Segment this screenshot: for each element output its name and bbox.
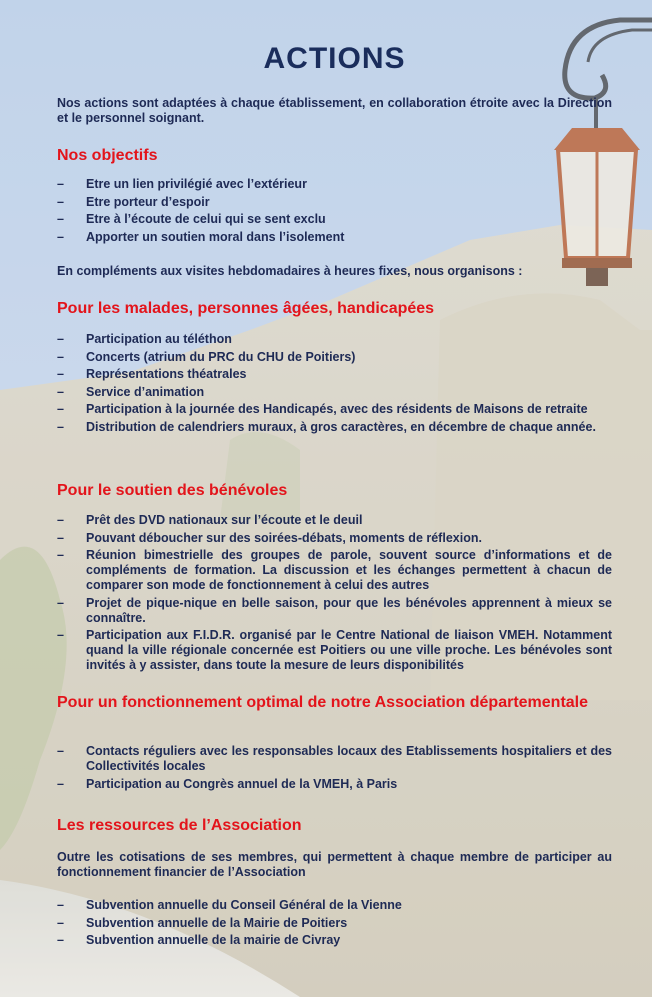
- list-item: – Participation au Congrès annuel de la VMEH, à Paris: [57, 777, 612, 792]
- list-item: – Service d’animation: [57, 385, 612, 400]
- list-item: – Participation au téléthon: [57, 332, 612, 347]
- list-item: – Représentations théatrales: [57, 367, 612, 382]
- list-item: – Prêt des DVD nationaux sur l’écoute et le deuil: [57, 513, 612, 528]
- list-objectifs: [57, 177, 612, 247]
- list-item: – Subvention annuelle de la Mairie de Poitiers: [57, 916, 612, 931]
- list-item: – Pouvant déboucher sur des soirées-débats, moments de réflexion.: [57, 531, 612, 546]
- list-item: – Participation aux F.I.D.R. organisé par le Centre National de liaison VMEH. Notamment quand la ville régionale concernée est Poitiers ou une ville proche. Les bénévoles sont invités à y assister, dans toute la mesure de leurs disponibilités: [57, 628, 612, 673]
- section-heading-malades: Pour les malades, personnes âgées, handicapées: [57, 300, 435, 317]
- list-item: – Subvention annuelle de la mairie de Civray: [57, 933, 612, 948]
- list-item: – Participation à la journée des Handicapés, avec des résidents de Maisons de retraite: [57, 402, 612, 417]
- section-heading-fonctionnement: Pour un fonctionnement optimal de notre Association départementale: [57, 694, 589, 711]
- list-item: – Etre un lien privilégié avec l’extérieur: [57, 177, 612, 192]
- list-benevoles: [57, 513, 612, 676]
- list-item: – Contacts réguliers avec les responsables locaux des Etablissements hospitaliers et des Collectivités locales: [57, 744, 612, 774]
- page-title: ACTIONS: [263, 42, 406, 75]
- organise-paragraph: En compléments aux visites hebdomadaires à heures fixes, nous organisons :: [57, 264, 523, 278]
- section-heading-benevoles: Pour le soutien des bénévoles: [57, 482, 288, 499]
- list-item: – Distribution de calendriers muraux, à gros caractères, en décembre de chaque année.: [57, 420, 612, 435]
- list-item: – Apporter un soutien moral dans l’isolement: [57, 230, 612, 245]
- ressources-intro: Outre les cotisations de ses membres, qui permettent à chaque membre de participer au fonctionnement financier de l’Association: [57, 850, 612, 879]
- list-item: – Projet de pique-nique en belle saison, pour que les bénévoles apprennent à mieux se connaître.: [57, 596, 612, 626]
- list-fonctionnement: [57, 744, 612, 794]
- list-item: – Etre porteur d’espoir: [57, 195, 612, 210]
- intro-paragraph: Nos actions sont adaptées à chaque établissement, en collaboration étroite avec la Direction et le personnel soignant.: [57, 96, 612, 125]
- list-ressources: [57, 898, 612, 951]
- section-heading-objectifs: Nos objectifs: [57, 147, 158, 164]
- list-item: – Subvention annuelle du Conseil Général de la Vienne: [57, 898, 612, 913]
- list-item: – Réunion bimestrielle des groupes de parole, souvent source d’informations et de compléments de formation. La discussion et les échanges permettent à chacun de comparer son mode de fonctionnement à celui des autres: [57, 548, 612, 593]
- list-item: – Concerts (atrium du PRC du CHU de Poitiers): [57, 350, 612, 365]
- list-malades: [57, 332, 612, 437]
- list-item: – Etre à l’écoute de celui qui se sent exclu: [57, 212, 612, 227]
- section-heading-ressources: Les ressources de l’Association: [57, 817, 302, 834]
